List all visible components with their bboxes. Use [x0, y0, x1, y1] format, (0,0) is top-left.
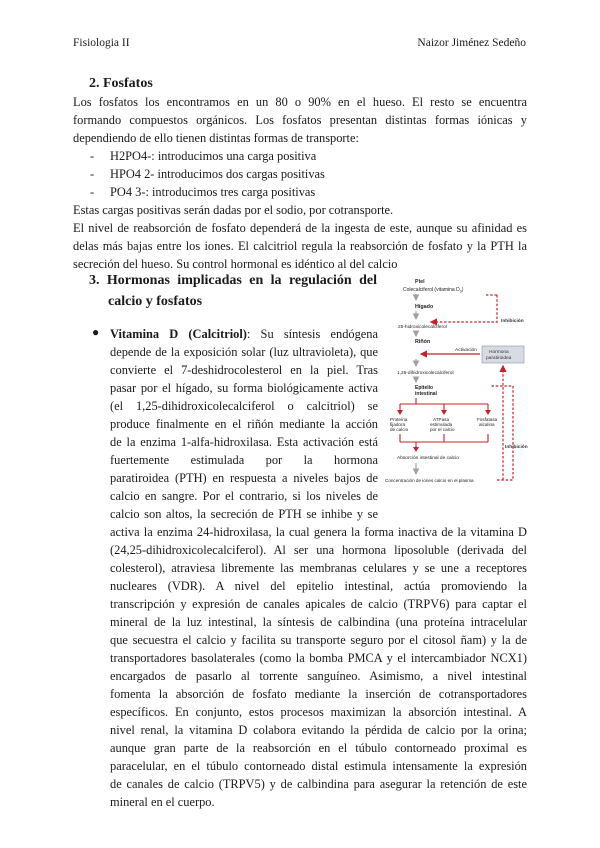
list-item: - H2PO4-: introducimos una carga positiva: [90, 149, 317, 163]
text-line: convierte el 7-deshidrocolesterol en la piel. Tras: [110, 363, 378, 377]
colecalciferol-sub: 3: [459, 289, 462, 294]
colecalciferol-text: Colecalciferol (vitamina D: [403, 287, 460, 293]
arrowhead-left: [397, 410, 403, 415]
diagram-label-absorcion: Absorción intestinal de calcio: [397, 456, 459, 461]
diagram-label-dihidroxi: 1,25-dihidroxicolecalciferol: [397, 371, 454, 376]
diagram-label-paratiroidea: paratiroidea: [486, 356, 512, 361]
text-line: transportadores basolaterales (como la bomba PMCA y el intercambiador NCX1): [110, 651, 527, 665]
list-item-text: PO4 3-: introducimos tres carga positivas: [110, 185, 316, 199]
text-line: produce finalmente en el riñón mediante la acción: [110, 417, 378, 431]
text-line: encargados de pasarlo al torrente sanguíneo. Asimismo, a nivel intestinal: [110, 669, 527, 683]
text-line: nivel renal, la vitamina D colabora evitando la pérdida de calcio por la orina;: [110, 723, 527, 737]
diagram-label-25-hidroxi: 25-hidroxicolecalciferol: [398, 325, 447, 330]
branch-lines: [400, 398, 488, 412]
box3-line2: alcalina: [479, 422, 495, 427]
text-line: fuertemente estimulada por la hormona: [110, 453, 378, 467]
converge-lines: [400, 434, 488, 449]
text-line: dependiendo de ello tienen distintas formas de transporte:: [73, 131, 359, 145]
list-item: - HPO4 2- introducimos dos cargas positivas: [90, 167, 325, 181]
header-left: Fisiologia II: [73, 37, 130, 49]
vitamin-d-diagram: [385, 276, 535, 496]
text-line: paracelular, en el túbulo contorneado distal estimula intensamente la expresión: [110, 759, 527, 773]
text-line: de la enzima 1-alfa-hidroxilasa. Esta activación está: [110, 435, 378, 449]
text-line: depende de la exposición solar (luz ultravioleta), que: [110, 345, 378, 359]
text-line: (el 1,25-dihidroxicolecalciferol o calcitriol) se: [110, 399, 378, 413]
inhibition-loop-bottom: [491, 386, 513, 480]
text-line: fomenta la absorción de fosfato mediante la inserción de cotransportadores: [110, 687, 527, 701]
text-span: : Su síntesis endógena: [246, 327, 378, 341]
text-line: mineral de la luz intestinal, la síntesis de calbindina (una proteína intracelular: [110, 615, 527, 629]
text-line: Los fosfatos los encontramos en un 80 o 90% en el hueso. El resto se encuentra: [73, 95, 527, 109]
text-line: específicos. En conjunto, estos procesos maximizan la absorción intestinal. A: [110, 705, 527, 719]
list-item: - PO4 3-: introducimos tres carga positivas: [90, 185, 316, 199]
text-line: (24,25-dihidroxicolecalciferol). Al ser una hormona liposoluble (derivada del: [110, 543, 527, 557]
diagram-label-higado: Hígado: [415, 304, 434, 310]
colecalciferol-close: ): [461, 287, 464, 293]
text-line: pasar por el hígado, su forma biológicamente activa: [110, 381, 378, 395]
arrowhead-mid: [441, 410, 447, 415]
list-item-text: H2PO4-: introducimos una carga positiva: [110, 149, 317, 163]
box2-line3: por el calcio: [430, 427, 455, 432]
text-line: formando compuestos orgánicos. Los fosfatos presentan distintas formas iónicas y: [73, 113, 527, 127]
text-line: delas más bajas entre los iones. El calcitriol regula la reabsorción de fosfato y la PTH la: [73, 239, 527, 253]
box2-line2: estimulada: [430, 422, 453, 427]
section-3-title-line1: 3. Hormonas implicadas en la regulación del: [89, 273, 377, 288]
box2-line1: ATPasa: [433, 417, 449, 422]
diagram-label-epitelio: Epitelio: [415, 385, 434, 391]
text-line: de canales de calcio (TRPV5) y de calbindina para asegurar la retención de este: [110, 777, 527, 791]
section-2-title: 2. Fosfatos: [89, 76, 153, 91]
arrowhead-absorcion: [413, 447, 419, 452]
diagram-label-activacion: Activación: [455, 348, 477, 353]
box3-line1: Fosfatasa: [477, 417, 498, 422]
box1-line1: Proteína: [390, 417, 408, 422]
text-line: secreción del hueso. Su control hormonal es idéntico al del calcio: [73, 257, 398, 271]
list-item-text: HPO4 2- introducimos dos cargas positivas: [110, 167, 325, 181]
vitamin-d-paragraph-narrow: [110, 325, 378, 523]
section-2-intro: [73, 93, 527, 147]
text-line: mineral en el cuerpo.: [110, 795, 215, 809]
text-line: calcio son altos, la secreción de PTH se inhibe y se: [110, 507, 378, 521]
section-3-title-line2: calcio y fosfatos: [108, 294, 203, 309]
text-line: Estas cargas positivas serán dadas por el sodio, por cotransporte.: [73, 203, 394, 217]
text-line: [110, 325, 378, 343]
diagram-label-piel: Piel: [415, 279, 425, 285]
text-line: nucleares (VDR). A nivel del epitelio intestinal, actúa promoviendo la: [110, 579, 527, 593]
diagram-label-concentracion: Concentración de iones calcio en el plasma: [385, 478, 474, 483]
bullet-icon: ●: [92, 325, 100, 339]
text-line: activa la enzima 24-hidroxilasa, la cual genera la forma inactiva de la vitamina D: [110, 525, 527, 539]
text-line: colesterol), atraviesa libremente las membranas celulares y se une a receptores: [110, 561, 527, 575]
diagram-label-hormona: Hormona: [489, 350, 509, 355]
text-line: transcripción y expresión de canales apicales de calcio (TRPV6) para captar el: [110, 597, 527, 611]
section-2-outro: [73, 201, 527, 273]
text-line: que secuestra el calcio y facilita su transporte seguro por el citosol ñam) y la de: [110, 633, 527, 647]
vitamin-d-paragraph-wide: [110, 523, 527, 811]
box1-line2: fijadora: [390, 422, 406, 427]
text-line: paratiroidea (PTH) en respuesta a niveles bajos de: [110, 471, 378, 485]
text-line: El nivel de reabsorción de fosfato dependerá de la ingesta de este, aunque su afinidad es: [73, 221, 527, 235]
bullet-term: Vitamina D (Calcitriol): [110, 327, 247, 341]
diagram-label-inhibicion-bottom: Inhibición: [505, 445, 528, 450]
box1-line3: de calcio: [390, 427, 409, 432]
text-line: calcio en sangre. Por el contrario, si los niveles de: [110, 489, 378, 503]
diagram-label-rinon: Riñón: [415, 339, 431, 345]
arrowhead-right: [485, 410, 491, 415]
text-line: aunque gran parte de la reabsorción en el túbulo contorneado proximal es: [110, 741, 527, 755]
inhibition-loop-top: [431, 295, 497, 322]
diagram-label-inhibicion-top: Inhibición: [501, 319, 524, 324]
diagram-label-intestinal: intestinal: [415, 391, 437, 397]
header-right: Naizor Jiménez Sedeño: [417, 37, 526, 49]
diagram-label-colecalciferol: [403, 287, 464, 294]
